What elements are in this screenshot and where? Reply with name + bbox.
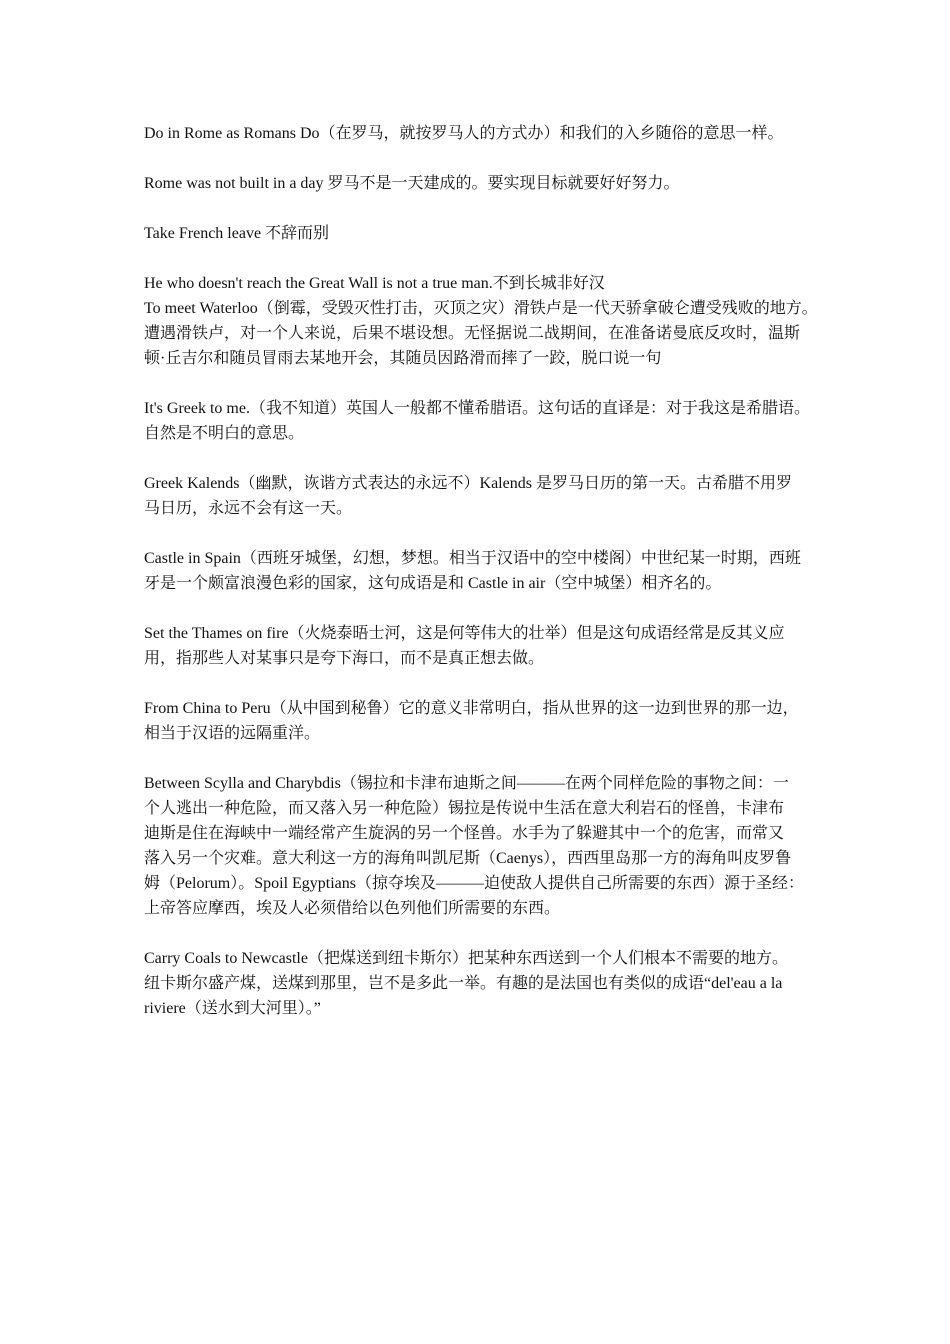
text-line: Rome was not built in a day 罗马不是一天建成的。要实现目标就要好好努力。 <box>144 175 680 192</box>
text-line: Between Scylla and Charybdis（锡拉和卡津布迪斯之间———在两个同样危险的事物之间：一 <box>144 775 789 792</box>
document-page <box>144 121 824 1046</box>
text-line: 用，指那些人对某事只是夸下海口，而不是真正想去做。 <box>144 650 545 667</box>
paragraph-french-leave <box>144 221 824 246</box>
text-line: 相当于汉语的远隔重洋。 <box>144 725 321 742</box>
paragraph-coals-to-newcastle <box>144 946 824 1021</box>
text-line: 姆（Pelorum）。Spoil Egyptians（掠夺埃及———迫使敌人提供自己所需要的东西）源于圣经： <box>144 875 805 892</box>
text-line: It's Greek to me.（我不知道）英国人一般都不懂希腊语。这句话的直译是：对于我这是希腊语。 <box>144 400 810 417</box>
text-line: 马日历，永远不会有这一天。 <box>144 500 353 517</box>
paragraph-china-to-peru <box>144 696 824 746</box>
text-line: 落入另一个灾难。意大利这一方的海角叫凯尼斯（Caenys），西西里岛那一方的海角叫皮罗鲁 <box>144 850 792 867</box>
text-line: 遭遇滑铁卢，对一个人来说，后果不堪设想。无怪据说二战期间，在准备诺曼底反攻时，温斯 <box>144 325 801 342</box>
text-line: 自然是不明白的意思。 <box>144 425 305 442</box>
text-line: 纽卡斯尔盛产煤，送煤到那里，岂不是多此一举。有趣的是法国也有类似的成语“del'eau a la <box>144 975 783 992</box>
text-line: 上帝答应摩西，埃及人必须借给以色列他们所需要的东西。 <box>144 900 561 917</box>
text-line: 顿·丘吉尔和随员冒雨去某地开会，其随员因路滑而摔了一跤，脱口说一句 <box>144 350 662 367</box>
text-line: Set the Thames on fire（火烧泰晤士河，这是何等伟大的壮举）但是这句成语经常是反其义应 <box>144 625 785 642</box>
paragraph-waterloo <box>144 296 824 371</box>
paragraph-greek-kalends <box>144 471 824 521</box>
paragraph-scylla-charybdis <box>144 771 824 921</box>
text-line: Greek Kalends（幽默，诙谐方式表达的永远不）Kalends 是罗马日历的第一天。古希腊不用罗 <box>144 475 792 492</box>
text-line: From China to Peru（从中国到秘鲁）它的意义非常明白，指从世界的这一边到世界的那一边， <box>144 700 799 717</box>
paragraph-rome-not-built <box>144 171 824 196</box>
text-line: He who doesn't reach the Great Wall is not a true man.不到长城非好汉 <box>144 275 605 292</box>
paragraph-great-wall <box>144 271 824 296</box>
paragraph-thames-on-fire <box>144 621 824 671</box>
text-line: Take French leave 不辞而别 <box>144 225 330 242</box>
text-line: Do in Rome as Romans Do（在罗马，就按罗马人的方式办）和我们的入乡随俗的意思一样。 <box>144 125 784 142</box>
paragraph-castle-in-spain <box>144 546 824 596</box>
text-line: Carry Coals to Newcastle（把煤送到纽卡斯尔）把某种东西送到一个人们根本不需要的地方。 <box>144 950 788 967</box>
paragraph-rome-romans <box>144 121 824 146</box>
text-line: Castle in Spain（西班牙城堡，幻想，梦想。相当于汉语中的空中楼阁）中世纪某一时期，西班 <box>144 550 801 567</box>
text-line: 迪斯是住在海峡中一端经常产生旋涡的另一个怪兽。水手为了躲避其中一个的危害，而常又 <box>144 825 785 842</box>
text-line: 个人逃出一种危险，而又落入另一种危险）锡拉是传说中生活在意大利岩石的怪兽，卡津布 <box>144 800 785 817</box>
text-line: 牙是一个颇富浪漫色彩的国家，这句成语是和 Castle in air（空中城堡）相齐名的。 <box>144 575 722 592</box>
paragraph-greek-to-me <box>144 396 824 446</box>
text-line: To meet Waterloo（倒霉，受毁灭性打击，灭顶之灾）滑铁卢是一代天骄拿破仑遭受残败的地方。 <box>144 300 818 317</box>
text-line: riviere（送水到大河里）。” <box>144 1000 321 1017</box>
